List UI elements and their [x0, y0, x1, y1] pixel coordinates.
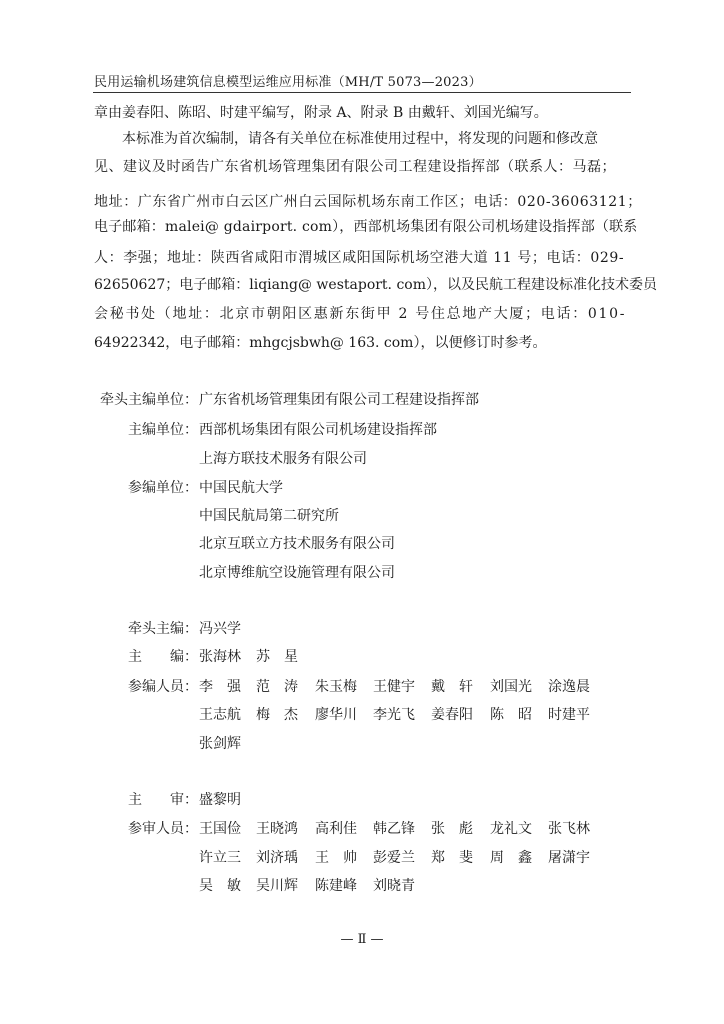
lead-editor-label: 牵头主编： [128, 621, 198, 637]
lead-unit-label: 牵头主编单位： [100, 392, 198, 408]
participant-name: 戴 轩 [431, 679, 473, 695]
reviewer-name: 许立三 [199, 850, 241, 866]
intro-line: 会秘书处（地址：北京市朝阳区惠新东街甲 2 号住总地产大厦；电话：010- [94, 306, 627, 322]
chief-editor: 张海林 [199, 649, 241, 665]
running-header: 民用运输机场建筑信息模型运维应用标准（MH/T 5073—2023） [94, 75, 482, 90]
intro-line: 电子邮箱：malei@ gdairport. com），西部机场集团有限公司机场建设指挥部（联系 [94, 219, 638, 235]
reviewer-name: 吴 敏 [199, 878, 241, 894]
reviewers-label: 参审人员： [128, 821, 198, 837]
participant-name: 范 涛 [256, 679, 298, 695]
reviewer-name: 龙礼文 [490, 821, 532, 837]
reviewer-name: 陈建峰 [315, 878, 357, 894]
lead-editor: 冯兴学 [199, 621, 241, 637]
intro-line: 62650627；电子邮箱：liqiang@ westaport. com），以及民航工程建设标准化技术委员 [94, 277, 658, 293]
page-number: — Ⅱ — [340, 932, 384, 947]
participating-unit-label: 参编单位： [128, 480, 198, 496]
participant-name: 时建平 [548, 707, 590, 723]
intro-line: 章由姜春阳、陈昭、时建平编写，附录 A、附录 B 由戴轩、刘国光编写。 [94, 105, 548, 121]
intro-line: 地址：广东省广州市白云区广州白云国际机场东南工作区；电话：020-36063121； [94, 194, 642, 210]
main-unit-label: 主编单位： [128, 422, 198, 438]
chief-editor-label: 主 编： [128, 649, 198, 665]
participant-name: 刘国光 [490, 679, 532, 695]
reviewer-name: 彭爱兰 [373, 850, 415, 866]
participant-name: 朱玉梅 [315, 679, 357, 695]
intro-line: 64922342，电子邮箱：mhgcjsbwh@ 163. com），以便修订时参考。 [94, 335, 547, 351]
chief-editor: 苏 星 [256, 649, 298, 665]
participating-unit: 北京博维航空设施管理有限公司 [199, 565, 395, 581]
participant-name: 姜春阳 [431, 707, 473, 723]
lead-unit: 广东省机场管理集团有限公司工程建设指挥部 [199, 392, 479, 408]
participating-unit: 北京互联立方技术服务有限公司 [199, 536, 395, 552]
participant-name: 梅 杰 [256, 707, 298, 723]
reviewer-name: 王晓鸿 [256, 821, 298, 837]
reviewer-name: 韩乙锋 [373, 821, 415, 837]
main-unit: 西部机场集团有限公司机场建设指挥部 [199, 422, 437, 438]
intro-line: 见、建议及时函告广东省机场管理集团有限公司工程建设指挥部（联系人：马磊； [94, 159, 616, 175]
participants-label: 参编人员： [128, 679, 198, 695]
reviewer-name: 郑 斐 [431, 850, 473, 866]
reviewer-name: 张飞林 [548, 821, 590, 837]
participant-name: 涂逸晨 [548, 679, 590, 695]
reviewer-name: 王国俭 [199, 821, 241, 837]
participant-name: 陈 昭 [490, 707, 532, 723]
participant-name: 李 强 [199, 679, 241, 695]
reviewer-name: 刘晓青 [373, 878, 415, 894]
reviewer-name: 王 帅 [315, 850, 357, 866]
header-divider [93, 92, 631, 93]
reviewer-name: 周 鑫 [490, 850, 532, 866]
reviewer-name: 吴川辉 [256, 878, 298, 894]
reviewer-name: 刘济瑀 [256, 850, 298, 866]
main-unit: 上海方联技术服务有限公司 [199, 451, 367, 467]
participant-name: 廖华川 [315, 707, 357, 723]
participant-name: 李光飞 [373, 707, 415, 723]
participating-unit: 中国民航大学 [199, 480, 283, 496]
participant-name: 王健宇 [373, 679, 415, 695]
reviewer-name: 屠潇宇 [548, 850, 590, 866]
participant-name: 王志航 [199, 707, 241, 723]
chief-reviewer-label: 主 审： [128, 792, 198, 808]
chief-reviewer: 盛黎明 [199, 792, 241, 808]
participating-unit: 中国民航局第二研究所 [199, 508, 339, 524]
participant-name: 张剑辉 [199, 736, 241, 752]
intro-line: 本标准为首次编制，请各有关单位在标准使用过程中，将发现的问题和修改意 [122, 131, 598, 147]
reviewer-name: 张 彪 [431, 821, 473, 837]
intro-line: 人：李强；地址：陕西省咸阳市渭城区咸阳国际机场空港大道 11 号；电话：029- [94, 250, 625, 266]
reviewer-name: 高利佳 [315, 821, 357, 837]
